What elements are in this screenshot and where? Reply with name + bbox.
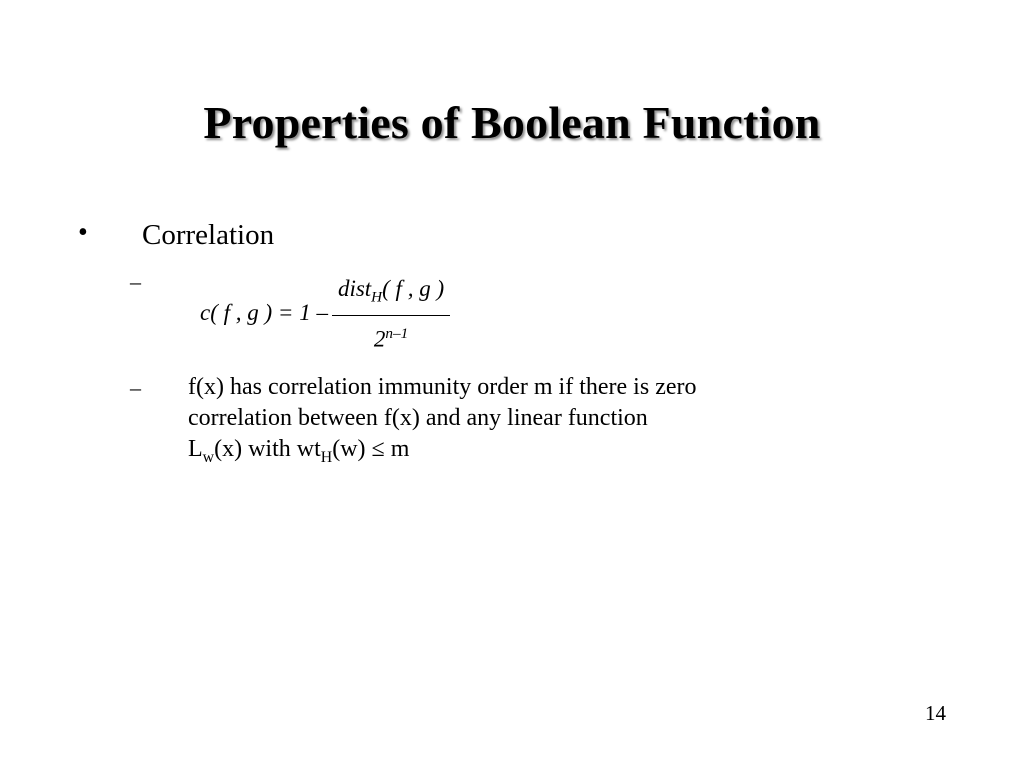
equation-dist-args: ( f , g ): [382, 276, 445, 301]
equation-left-side: c( f , g ) = 1 –: [200, 300, 328, 326]
bullet-correlation-immunity: [70, 372, 970, 473]
immunity-line-3-end: (w) ≤ m: [332, 436, 410, 462]
immunity-line-3: [188, 434, 970, 473]
slide-body: [70, 218, 970, 473]
immunity-line-2: correlation between f(x) and any linear function: [188, 405, 648, 431]
equation-denominator: [368, 316, 414, 355]
bullet-correlation: [70, 218, 970, 252]
linear-function-subscript: w: [202, 448, 215, 466]
bullet-marker-icon: •: [78, 217, 88, 248]
dash-marker-icon: –: [130, 269, 141, 294]
bullet-equation: [70, 266, 970, 352]
linear-function-symbol: L: [188, 436, 203, 462]
dash-marker-icon: –: [130, 375, 141, 400]
equation-dist-symbol: dist: [337, 276, 372, 301]
immunity-line-1: f(x) has correlation immunity order m if there is zero: [188, 374, 697, 400]
weight-subscript: H: [320, 448, 333, 466]
bullet-correlation-label: Correlation: [142, 219, 275, 251]
correlation-equation: [200, 272, 452, 354]
equation-fraction: [332, 273, 450, 355]
equation-denominator-exponent: n–1: [385, 325, 409, 343]
page-number: 14: [925, 701, 946, 725]
equation-dist-subscript: H: [371, 288, 383, 306]
immunity-line-3-mid: (x) with wt: [214, 436, 321, 462]
equation-numerator: [332, 273, 450, 315]
equation-denominator-base: 2: [373, 326, 386, 352]
page-title: Properties of Boolean Function: [203, 97, 821, 148]
